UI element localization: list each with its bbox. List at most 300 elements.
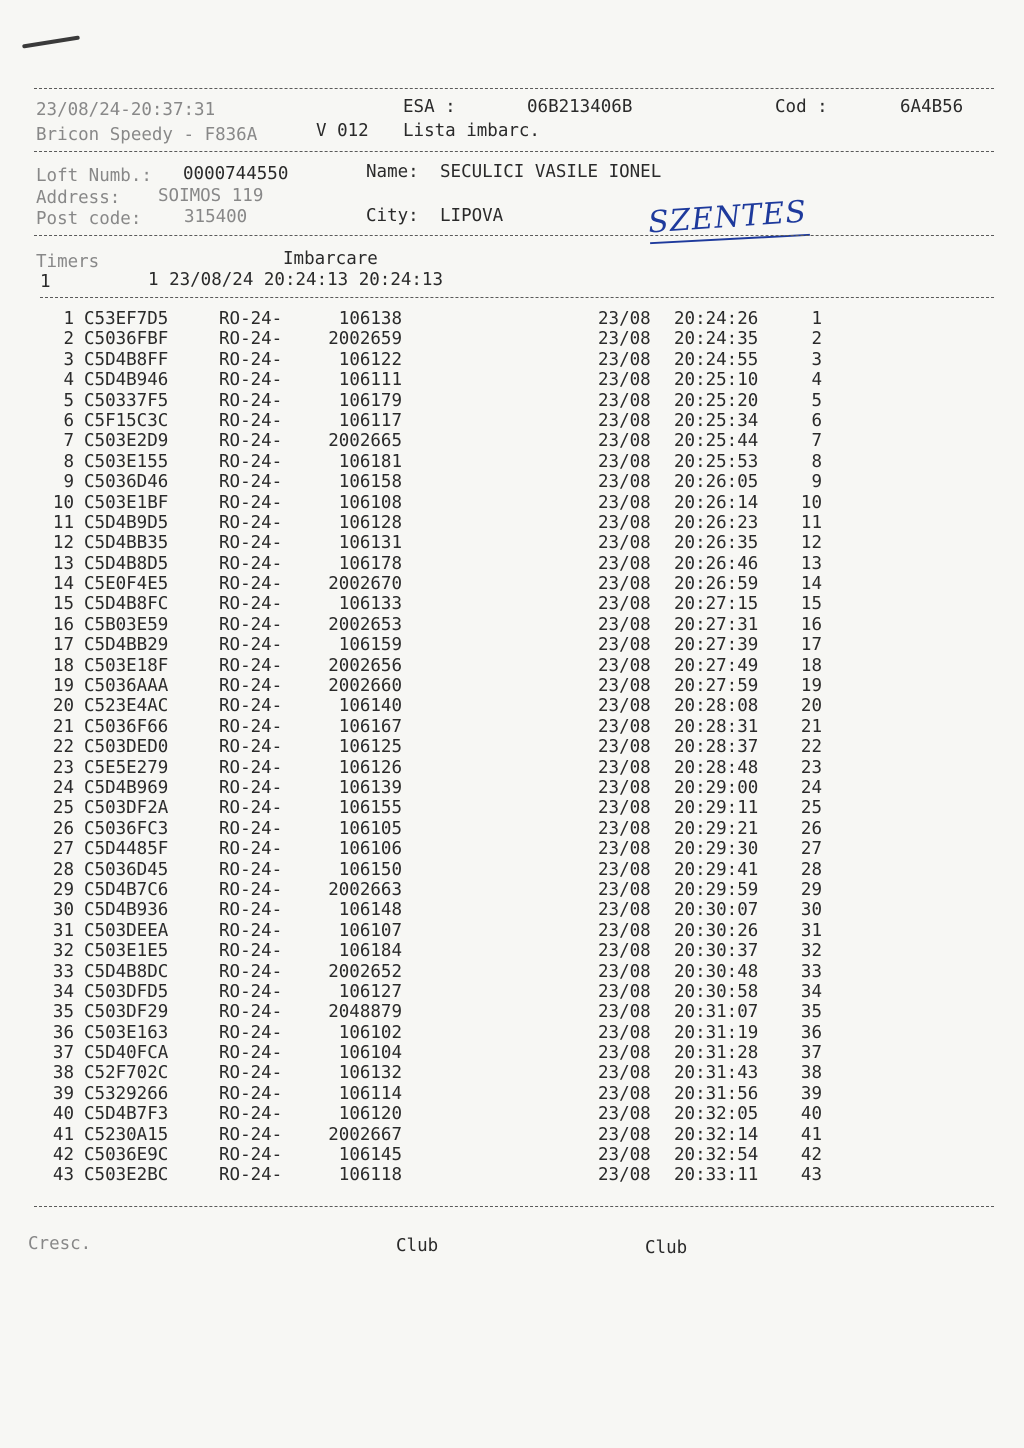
ring-series: RO-24- <box>219 512 283 533</box>
ring-series: RO-24- <box>219 1043 283 1064</box>
position-number: 25 <box>800 798 822 819</box>
cod-label: Cod : <box>775 97 828 117</box>
table-row <box>0 880 1024 900</box>
ring-series: RO-24- <box>219 737 283 758</box>
arrival-date: 23/08 <box>598 716 651 737</box>
ring-series: RO-24- <box>219 349 283 370</box>
ring-code: C503E1BF <box>84 492 169 513</box>
timers-section: Imbarcare <box>283 249 378 269</box>
row-index: 1 <box>63 309 74 329</box>
divider-timers <box>40 297 994 298</box>
ring-code: C50337F5 <box>84 390 169 411</box>
ring-series: RO-24- <box>219 777 283 798</box>
ring-number: 2048879 <box>328 1002 402 1023</box>
ring-number: 2002652 <box>328 961 402 982</box>
row-index: 2 <box>63 329 74 350</box>
position-number: 42 <box>800 1145 822 1166</box>
ring-number: 106158 <box>338 472 402 493</box>
ring-code: C52F702C <box>84 1063 169 1084</box>
row-index: 4 <box>63 370 74 391</box>
row-index: 16 <box>52 614 74 635</box>
table-row <box>0 513 1024 533</box>
row-index: 8 <box>63 451 74 472</box>
position-number: 19 <box>800 676 822 697</box>
arrival-date: 23/08 <box>598 451 651 472</box>
row-index: 43 <box>52 1165 74 1186</box>
ring-code: C5D4485F <box>84 839 169 860</box>
position-number: 9 <box>811 472 822 493</box>
arrival-time: 20:31:28 <box>674 1043 759 1064</box>
ring-number: 106114 <box>338 1083 402 1104</box>
position-number: 12 <box>800 533 822 554</box>
row-index: 23 <box>52 757 74 778</box>
ring-number: 2002656 <box>328 655 402 676</box>
arrival-time: 20:26:23 <box>674 512 759 533</box>
table-row <box>0 778 1024 798</box>
position-number: 1 <box>811 309 822 329</box>
arrival-date: 23/08 <box>598 839 651 860</box>
position-number: 28 <box>800 859 822 880</box>
table-row <box>0 941 1024 961</box>
ring-series: RO-24- <box>219 900 283 921</box>
table-row <box>0 1104 1024 1124</box>
ring-series: RO-24- <box>219 492 283 513</box>
row-index: 14 <box>52 574 74 595</box>
arrival-date: 23/08 <box>598 1165 651 1186</box>
table-row <box>0 554 1024 574</box>
ring-series: RO-24- <box>219 696 283 717</box>
position-number: 33 <box>800 961 822 982</box>
position-number: 13 <box>800 553 822 574</box>
ring-code: C523E4AC <box>84 696 169 717</box>
ring-series: RO-24- <box>219 635 283 656</box>
arrival-time: 20:24:26 <box>674 309 759 329</box>
row-index: 19 <box>52 676 74 697</box>
arrival-date: 23/08 <box>598 676 651 697</box>
position-number: 8 <box>811 451 822 472</box>
arrival-time: 20:30:07 <box>674 900 759 921</box>
table-row <box>0 370 1024 390</box>
arrival-time: 20:24:55 <box>674 349 759 370</box>
ring-series: RO-24- <box>219 1104 283 1125</box>
arrival-date: 23/08 <box>598 1083 651 1104</box>
ring-code: C5D4B8D5 <box>84 553 169 574</box>
arrival-date: 23/08 <box>598 777 651 798</box>
ring-code: C5230A15 <box>84 1124 169 1145</box>
row-index: 40 <box>52 1104 74 1125</box>
ring-series: RO-24- <box>219 390 283 411</box>
arrival-time: 20:26:46 <box>674 553 759 574</box>
row-index: 9 <box>63 472 74 493</box>
ring-series: RO-24- <box>219 1145 283 1166</box>
arrival-date: 23/08 <box>598 512 651 533</box>
position-number: 14 <box>800 574 822 595</box>
ring-number: 2002663 <box>328 879 402 900</box>
arrival-time: 20:24:35 <box>674 329 759 350</box>
ring-number: 106140 <box>338 696 402 717</box>
arrival-time: 20:29:30 <box>674 839 759 860</box>
arrival-date: 23/08 <box>598 431 651 452</box>
table-row <box>0 452 1024 472</box>
ring-series: RO-24- <box>219 859 283 880</box>
ring-number: 106118 <box>338 1165 402 1186</box>
city-label: City: <box>366 206 419 226</box>
arrival-time: 20:31:07 <box>674 1002 759 1023</box>
arrival-date: 23/08 <box>598 492 651 513</box>
city-value: LIPOVA <box>440 206 504 226</box>
position-number: 5 <box>811 390 822 411</box>
ring-number: 106181 <box>338 451 402 472</box>
position-number: 20 <box>800 696 822 717</box>
ring-code: C5F15C3C <box>84 410 169 431</box>
list-title: Lista imbarc. <box>403 121 540 141</box>
arrival-date: 23/08 <box>598 696 651 717</box>
arrival-date: 23/08 <box>598 533 651 554</box>
table-row <box>0 696 1024 716</box>
arrival-date: 23/08 <box>598 309 651 329</box>
ring-series: RO-24- <box>219 574 283 595</box>
arrival-time: 20:27:31 <box>674 614 759 635</box>
ring-series: RO-24- <box>219 1022 283 1043</box>
ring-number: 106133 <box>338 594 402 615</box>
ring-series: RO-24- <box>219 920 283 941</box>
arrival-time: 20:29:59 <box>674 879 759 900</box>
ring-code: C5D4B8DC <box>84 961 169 982</box>
ring-number: 2002667 <box>328 1124 402 1145</box>
table-row <box>0 574 1024 594</box>
arrival-time: 20:26:14 <box>674 492 759 513</box>
ring-series: RO-24- <box>219 879 283 900</box>
arrival-date: 23/08 <box>598 553 651 574</box>
row-index: 10 <box>52 492 74 513</box>
arrival-date: 23/08 <box>598 1022 651 1043</box>
ring-series: RO-24- <box>219 553 283 574</box>
ring-number: 106125 <box>338 737 402 758</box>
arrival-time: 20:25:53 <box>674 451 759 472</box>
position-number: 38 <box>800 1063 822 1084</box>
ring-code: C5B03E59 <box>84 614 169 635</box>
position-number: 18 <box>800 655 822 676</box>
arrival-date: 23/08 <box>598 737 651 758</box>
row-index: 21 <box>52 716 74 737</box>
arrival-date: 23/08 <box>598 818 651 839</box>
postcode-value: 315400 <box>184 207 248 227</box>
ring-number: 106108 <box>338 492 402 513</box>
ring-number: 106167 <box>338 716 402 737</box>
ring-series: RO-24- <box>219 981 283 1002</box>
ring-code: C5D4B936 <box>84 900 169 921</box>
ring-code: C5E0F4E5 <box>84 574 169 595</box>
row-index: 15 <box>52 594 74 615</box>
row-index: 12 <box>52 533 74 554</box>
ring-series: RO-24- <box>219 410 283 431</box>
arrival-time: 20:33:11 <box>674 1165 759 1186</box>
arrival-time: 20:26:59 <box>674 574 759 595</box>
row-index: 42 <box>52 1145 74 1166</box>
arrival-time: 20:32:54 <box>674 1145 759 1166</box>
position-number: 43 <box>800 1165 822 1186</box>
table-row <box>0 309 1024 329</box>
position-number: 4 <box>811 370 822 391</box>
position-number: 3 <box>811 349 822 370</box>
position-number: 21 <box>800 716 822 737</box>
position-number: 17 <box>800 635 822 656</box>
row-index: 36 <box>52 1022 74 1043</box>
arrival-date: 23/08 <box>598 614 651 635</box>
arrival-date: 23/08 <box>598 390 651 411</box>
ring-number: 106111 <box>338 370 402 391</box>
position-number: 24 <box>800 777 822 798</box>
arrival-time: 20:27:15 <box>674 594 759 615</box>
footer-club-2: Club <box>645 1238 688 1258</box>
arrival-date: 23/08 <box>598 961 651 982</box>
arrival-time: 20:29:41 <box>674 859 759 880</box>
ring-series: RO-24- <box>219 1063 283 1084</box>
ring-code: C5036D46 <box>84 472 169 493</box>
ring-code: C503E1E5 <box>84 941 169 962</box>
arrival-time: 20:32:14 <box>674 1124 759 1145</box>
ring-series: RO-24- <box>219 1165 283 1186</box>
arrival-time: 20:31:43 <box>674 1063 759 1084</box>
position-number: 2 <box>811 329 822 350</box>
row-index: 22 <box>52 737 74 758</box>
arrival-time: 20:32:05 <box>674 1104 759 1125</box>
arrival-time: 20:25:10 <box>674 370 759 391</box>
table-row <box>0 391 1024 411</box>
arrival-date: 23/08 <box>598 1043 651 1064</box>
table-row <box>0 1145 1024 1165</box>
ring-number: 106131 <box>338 533 402 554</box>
arrival-date: 23/08 <box>598 798 651 819</box>
ring-series: RO-24- <box>219 818 283 839</box>
arrival-time: 20:30:48 <box>674 961 759 982</box>
ring-number: 2002665 <box>328 431 402 452</box>
ring-code: C53EF7D5 <box>84 309 169 329</box>
arrival-date: 23/08 <box>598 859 651 880</box>
ring-series: RO-24- <box>219 614 283 635</box>
arrival-time: 20:28:31 <box>674 716 759 737</box>
ring-number: 106117 <box>338 410 402 431</box>
arrival-time: 20:28:08 <box>674 696 759 717</box>
arrival-date: 23/08 <box>598 574 651 595</box>
ring-series: RO-24- <box>219 839 283 860</box>
table-row <box>0 1084 1024 1104</box>
position-number: 29 <box>800 879 822 900</box>
ring-series: RO-24- <box>219 309 283 329</box>
arrival-time: 20:27:59 <box>674 676 759 697</box>
table-row <box>0 962 1024 982</box>
row-index: 17 <box>52 635 74 656</box>
position-number: 40 <box>800 1104 822 1125</box>
ring-code: C5036FBF <box>84 329 169 350</box>
ring-code: C5036FC3 <box>84 818 169 839</box>
table-row <box>0 594 1024 614</box>
pigeon-list <box>0 309 1024 1186</box>
position-number: 10 <box>800 492 822 513</box>
position-number: 23 <box>800 757 822 778</box>
row-index: 6 <box>63 410 74 431</box>
ring-number: 106155 <box>338 798 402 819</box>
row-index: 33 <box>52 961 74 982</box>
ring-series: RO-24- <box>219 716 283 737</box>
arrival-time: 20:29:00 <box>674 777 759 798</box>
ring-code: C5D4B8FC <box>84 594 169 615</box>
ring-series: RO-24- <box>219 798 283 819</box>
table-row <box>0 1125 1024 1145</box>
ring-number: 106178 <box>338 553 402 574</box>
arrival-time: 20:29:11 <box>674 798 759 819</box>
ring-series: RO-24- <box>219 961 283 982</box>
row-index: 32 <box>52 941 74 962</box>
arrival-date: 23/08 <box>598 410 651 431</box>
table-row <box>0 982 1024 1002</box>
row-index: 31 <box>52 920 74 941</box>
ring-series: RO-24- <box>219 655 283 676</box>
ring-code: C503DEEA <box>84 920 169 941</box>
header-datetime: 23/08/24-20:37:31 <box>36 100 216 120</box>
table-row <box>0 1043 1024 1063</box>
ring-number: 106148 <box>338 900 402 921</box>
arrival-date: 23/08 <box>598 329 651 350</box>
address-value: SOIMOS 119 <box>158 186 264 206</box>
ring-number: 106159 <box>338 635 402 656</box>
row-index: 7 <box>63 431 74 452</box>
ring-number: 106126 <box>338 757 402 778</box>
row-index: 28 <box>52 859 74 880</box>
table-row <box>0 676 1024 696</box>
table-row <box>0 839 1024 859</box>
position-number: 34 <box>800 981 822 1002</box>
arrival-time: 20:31:19 <box>674 1022 759 1043</box>
row-index: 13 <box>52 553 74 574</box>
ring-code: C5D4B9D5 <box>84 512 169 533</box>
ring-series: RO-24- <box>219 533 283 554</box>
ring-number: 106106 <box>338 839 402 860</box>
ring-series: RO-24- <box>219 431 283 452</box>
arrival-date: 23/08 <box>598 879 651 900</box>
ring-code: C5D40FCA <box>84 1043 169 1064</box>
table-row <box>0 737 1024 757</box>
position-number: 6 <box>811 410 822 431</box>
arrival-date: 23/08 <box>598 1002 651 1023</box>
owner-name: SECULICI VASILE IONEL <box>440 162 662 182</box>
ring-code: C5E5E279 <box>84 757 169 778</box>
arrival-time: 20:30:26 <box>674 920 759 941</box>
table-row <box>0 656 1024 676</box>
position-number: 16 <box>800 614 822 635</box>
arrival-date: 23/08 <box>598 1124 651 1145</box>
table-row <box>0 472 1024 492</box>
ring-number: 106150 <box>338 859 402 880</box>
ring-series: RO-24- <box>219 757 283 778</box>
ring-number: 106139 <box>338 777 402 798</box>
row-index: 35 <box>52 1002 74 1023</box>
ring-code: C503E2D9 <box>84 431 169 452</box>
arrival-date: 23/08 <box>598 900 651 921</box>
arrival-date: 23/08 <box>598 1063 651 1084</box>
device-name: Bricon Speedy - F836A <box>36 125 258 145</box>
table-row <box>0 1023 1024 1043</box>
esa-value: 06B213406B <box>527 97 633 117</box>
loft-label: Loft Numb.: <box>36 166 152 186</box>
ring-code: C503DF2A <box>84 798 169 819</box>
ring-number: 2002659 <box>328 329 402 350</box>
table-row <box>0 1063 1024 1083</box>
ring-code: C503E155 <box>84 451 169 472</box>
device-version: V 012 <box>316 121 369 141</box>
ring-number: 106120 <box>338 1104 402 1125</box>
arrival-date: 23/08 <box>598 1104 651 1125</box>
ring-number: 106122 <box>338 349 402 370</box>
ring-code: C5D4BB35 <box>84 533 169 554</box>
ring-number: 2002670 <box>328 574 402 595</box>
ring-number: 106184 <box>338 941 402 962</box>
table-row <box>0 1002 1024 1022</box>
arrival-time: 20:25:34 <box>674 410 759 431</box>
row-index: 20 <box>52 696 74 717</box>
ring-code: C503DFD5 <box>84 981 169 1002</box>
arrival-date: 23/08 <box>598 920 651 941</box>
row-index: 26 <box>52 818 74 839</box>
ring-code: C503E2BC <box>84 1165 169 1186</box>
table-row <box>0 819 1024 839</box>
position-number: 11 <box>800 512 822 533</box>
ring-number: 106138 <box>338 309 402 329</box>
ring-number: 106179 <box>338 390 402 411</box>
ring-series: RO-24- <box>219 676 283 697</box>
arrival-date: 23/08 <box>598 349 651 370</box>
ring-number: 106107 <box>338 920 402 941</box>
ring-code: C5036D45 <box>84 859 169 880</box>
ring-code: C503DF29 <box>84 1002 169 1023</box>
row-index: 18 <box>52 655 74 676</box>
row-index: 30 <box>52 900 74 921</box>
table-row <box>0 493 1024 513</box>
arrival-time: 20:29:21 <box>674 818 759 839</box>
ring-code: C5D4B969 <box>84 777 169 798</box>
ring-code: C5329266 <box>84 1083 169 1104</box>
row-index: 5 <box>63 390 74 411</box>
position-number: 39 <box>800 1083 822 1104</box>
ring-code: C5D4B946 <box>84 370 169 391</box>
ring-series: RO-24- <box>219 451 283 472</box>
handwritten-note: SZENTES <box>646 194 809 241</box>
arrival-date: 23/08 <box>598 941 651 962</box>
position-number: 32 <box>800 941 822 962</box>
table-row <box>0 329 1024 349</box>
position-number: 22 <box>800 737 822 758</box>
address-label: Address: <box>36 188 121 208</box>
cod-value: 6A4B56 <box>900 97 964 117</box>
pen-mark <box>22 35 80 48</box>
position-number: 36 <box>800 1022 822 1043</box>
arrival-time: 20:25:44 <box>674 431 759 452</box>
ring-series: RO-24- <box>219 472 283 493</box>
arrival-time: 20:28:37 <box>674 737 759 758</box>
row-index: 27 <box>52 839 74 860</box>
arrival-time: 20:25:20 <box>674 390 759 411</box>
arrival-time: 20:26:35 <box>674 533 759 554</box>
arrival-time: 20:30:58 <box>674 981 759 1002</box>
name-label: Name: <box>366 162 419 182</box>
table-row <box>0 431 1024 451</box>
position-number: 26 <box>800 818 822 839</box>
esa-label: ESA : <box>403 97 456 117</box>
arrival-time: 20:28:48 <box>674 757 759 778</box>
ring-number: 106132 <box>338 1063 402 1084</box>
ring-series: RO-24- <box>219 1083 283 1104</box>
ring-code: C5036E9C <box>84 1145 169 1166</box>
